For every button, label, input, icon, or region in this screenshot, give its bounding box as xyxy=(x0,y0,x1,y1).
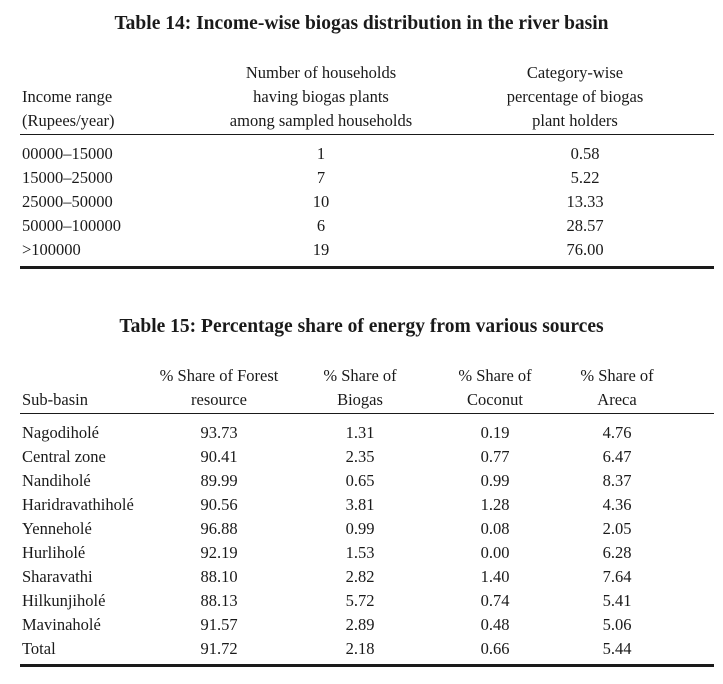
table15-cell-forest: 90.41 xyxy=(200,447,238,466)
table15-cell-biogas: 2.35 xyxy=(345,447,375,466)
table15-cell-coconut: 0.66 xyxy=(480,639,510,658)
table15-cell-coconut: 0.99 xyxy=(480,471,510,490)
table15-cell-coconut: 1.28 xyxy=(480,495,510,514)
table15-cell-subbasin: Yenneholé xyxy=(22,519,92,538)
table15-header-biogas-line2: Biogas xyxy=(337,390,383,409)
table15-cell-biogas: 1.31 xyxy=(345,423,375,442)
table14-cell-households: 7 xyxy=(316,168,326,187)
table15-cell-areca: 4.36 xyxy=(602,495,632,514)
table14-header-percentage-line2: percentage of biogas xyxy=(506,87,644,106)
table14-cell-percentage: 0.58 xyxy=(570,144,600,163)
table15-cell-biogas: 0.65 xyxy=(345,471,375,490)
table15-cell-biogas: 2.89 xyxy=(345,615,375,634)
table14-header-rule xyxy=(20,134,714,135)
table15-title: Table 15: Percentage share of energy from various sources xyxy=(119,316,604,337)
table14-cell-income: 50000–100000 xyxy=(22,216,121,235)
table15-header-coconut-line1: % Share of xyxy=(458,366,532,385)
table15-cell-biogas: 1.53 xyxy=(345,543,375,562)
table15-cell-areca: 7.64 xyxy=(602,567,632,586)
table15-cell-biogas: 5.72 xyxy=(345,591,375,610)
table15-header-areca-line2: Areca xyxy=(597,390,637,409)
table15-cell-subbasin: Nandiholé xyxy=(22,471,91,490)
table15-cell-forest: 90.56 xyxy=(200,495,238,514)
table15-cell-forest: 89.99 xyxy=(200,471,238,490)
table14-bottom-rule xyxy=(20,266,714,269)
table15-cell-forest: 96.88 xyxy=(200,519,238,538)
table15-header-rule xyxy=(20,413,714,414)
table15-bottom-rule xyxy=(20,664,714,667)
table15-header-forest-line1: % Share of Forest xyxy=(159,366,279,385)
table15-cell-areca: 2.05 xyxy=(602,519,632,538)
table14-header-households-line2: having biogas plants xyxy=(253,87,389,106)
table14-cell-income: 15000–25000 xyxy=(22,168,113,187)
table14-cell-households: 10 xyxy=(312,192,330,211)
table14-cell-households: 6 xyxy=(316,216,326,235)
table14-title: Table 14: Income-wise biogas distribution in the river basin xyxy=(114,13,609,34)
table15-cell-areca: 8.37 xyxy=(602,471,632,490)
table15-cell-coconut: 0.19 xyxy=(480,423,510,442)
table14-header-households-line3: among sampled households xyxy=(229,111,413,130)
table14-header-percentage-line3: plant holders xyxy=(532,111,618,130)
table15-cell-coconut: 0.48 xyxy=(480,615,510,634)
table15-cell-coconut: 0.74 xyxy=(480,591,510,610)
table14-header-income-line2: (Rupees/year) xyxy=(22,111,115,130)
table15-cell-forest: 91.57 xyxy=(200,615,238,634)
table15-cell-areca: 6.28 xyxy=(602,543,632,562)
table15-cell-forest: 91.72 xyxy=(200,639,238,658)
table14-header-households-line1: Number of households xyxy=(245,63,397,82)
table14-cell-income: >100000 xyxy=(22,240,81,259)
table15-cell-areca: 4.76 xyxy=(602,423,632,442)
table14-cell-percentage: 5.22 xyxy=(570,168,600,187)
table14-cell-households: 1 xyxy=(316,144,326,163)
table15-cell-forest: 88.13 xyxy=(200,591,238,610)
table14-cell-income: 00000–15000 xyxy=(22,144,113,163)
table15-header-subbasin: Sub-basin xyxy=(22,390,88,409)
table15-header-forest-line2: resource xyxy=(191,390,247,409)
table15-header-areca-line1: % Share of xyxy=(580,366,654,385)
table15-cell-subbasin: Sharavathi xyxy=(22,567,93,586)
table14-cell-households: 19 xyxy=(312,240,330,259)
table14-cell-percentage: 28.57 xyxy=(566,216,604,235)
table15-cell-areca: 5.06 xyxy=(602,615,632,634)
table15-cell-biogas: 2.18 xyxy=(345,639,375,658)
table15-cell-forest: 92.19 xyxy=(200,543,238,562)
table15-cell-coconut: 0.00 xyxy=(480,543,510,562)
table15-cell-subbasin: Nagodiholé xyxy=(22,423,99,442)
table15-cell-forest: 93.73 xyxy=(200,423,238,442)
table14-cell-income: 25000–50000 xyxy=(22,192,113,211)
table15-cell-areca: 5.41 xyxy=(602,591,632,610)
table15-cell-coconut: 0.77 xyxy=(480,447,510,466)
table14-header-percentage-line1: Category-wise xyxy=(526,63,624,82)
table15-cell-subbasin: Hurliholé xyxy=(22,543,86,562)
table15-cell-areca: 6.47 xyxy=(602,447,632,466)
table15-cell-biogas: 3.81 xyxy=(345,495,375,514)
table15-cell-subbasin: Mavinaholé xyxy=(22,615,101,634)
table15-cell-subbasin: Central zone xyxy=(22,447,106,466)
table15-header-biogas-line1: % Share of xyxy=(323,366,397,385)
table15-cell-subbasin: Hilkunjiholé xyxy=(22,591,106,610)
table15-cell-coconut: 1.40 xyxy=(480,567,510,586)
table15-cell-coconut: 0.08 xyxy=(480,519,510,538)
table15-cell-subbasin: Total xyxy=(22,639,56,658)
table14-header-income-line1: Income range xyxy=(22,87,113,106)
table14-cell-percentage: 13.33 xyxy=(566,192,604,211)
table15-header-coconut-line2: Coconut xyxy=(467,390,523,409)
table15-cell-subbasin: Haridravathiholé xyxy=(22,495,134,514)
table15-cell-areca: 5.44 xyxy=(602,639,632,658)
table15-cell-forest: 88.10 xyxy=(200,567,238,586)
table15-cell-biogas: 2.82 xyxy=(345,567,375,586)
table15-cell-biogas: 0.99 xyxy=(345,519,375,538)
table14-cell-percentage: 76.00 xyxy=(566,240,604,259)
